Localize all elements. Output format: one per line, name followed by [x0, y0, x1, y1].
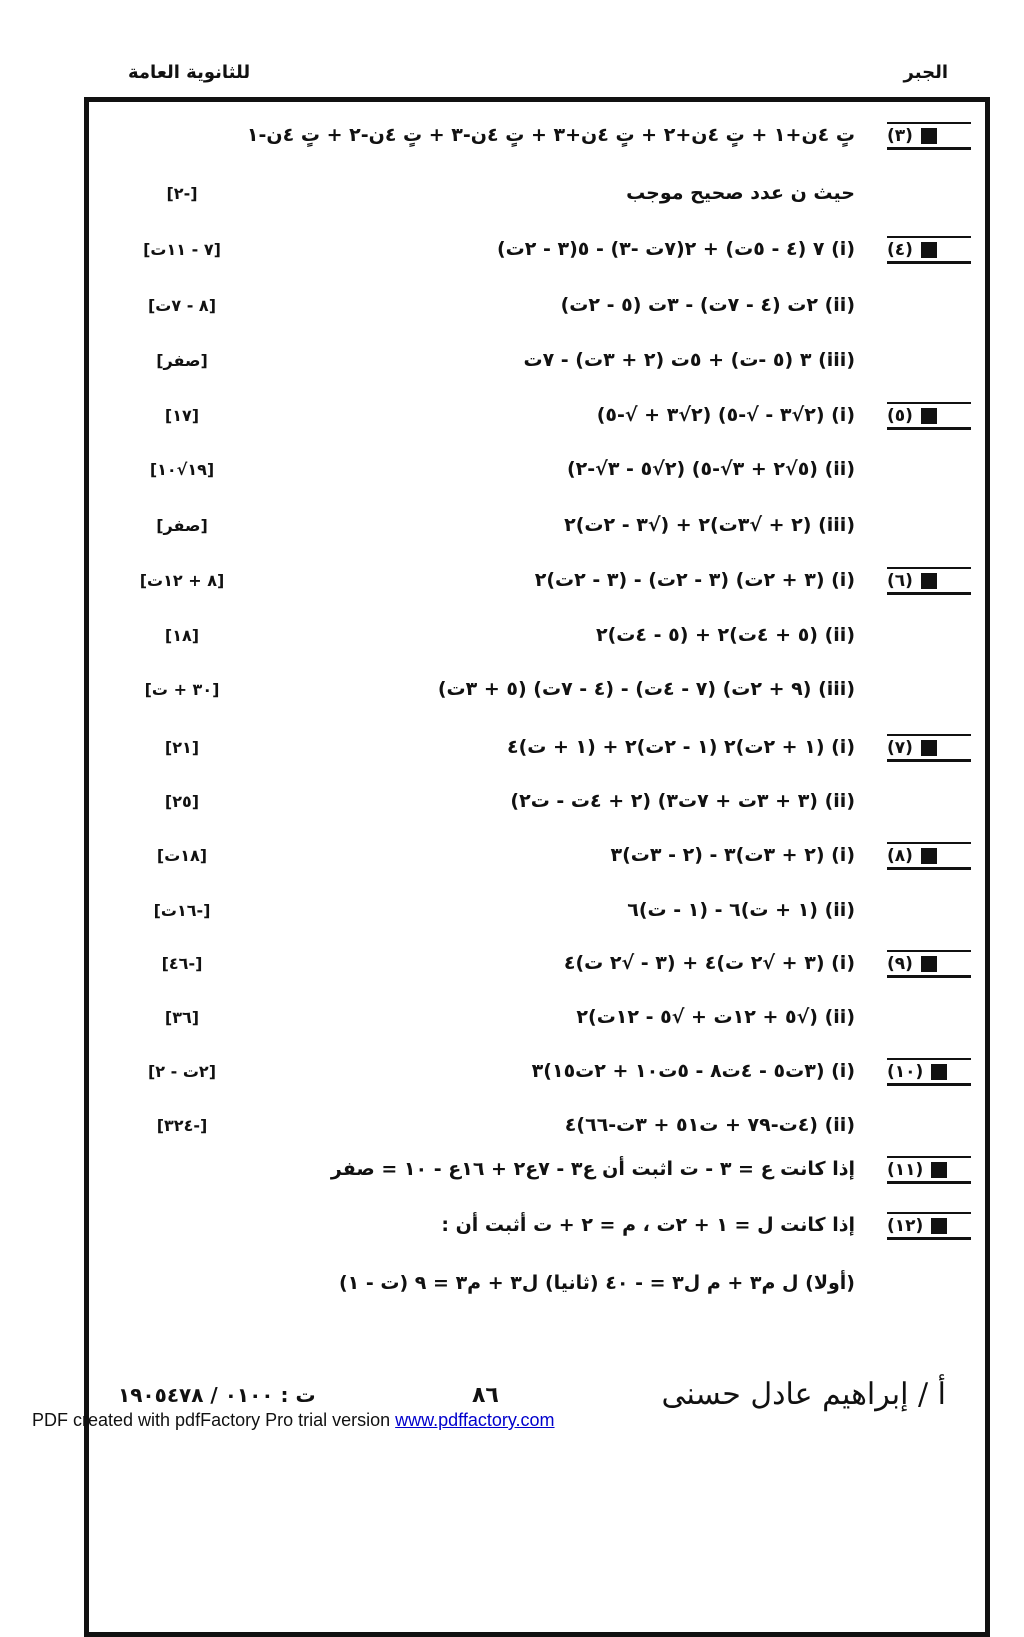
problem-row — [89, 730, 985, 770]
problem-row — [89, 946, 985, 986]
problem-expression: (i) (٣ت٥ - ٤ت٨ - ٥ت١٠ + ٢ت١٥)٣ — [531, 1060, 855, 1082]
square-bullet-icon — [921, 408, 937, 424]
problem-answer: [ -٢ ] — [117, 184, 247, 203]
square-bullet-icon — [931, 1064, 947, 1080]
problem-expression: (i) ٧ (٤ - ٥ت) + ٢(٧ت -٣) - ٥(٣ - ٢ت) — [496, 238, 855, 260]
square-bullet-icon — [921, 848, 937, 864]
problem-expression: (ii) ٢ت (٤ - ٧ت) - ٣ت (٥ - ٢ت) — [560, 294, 855, 316]
problem-number — [887, 236, 971, 264]
problem-expression: (i) (٣ + √٢ ت)٤ + (٣ - √٢ ت)٤ — [563, 952, 855, 974]
problem-label: (٣) — [887, 125, 913, 146]
problem-row — [89, 784, 985, 824]
problem-row — [89, 508, 985, 548]
problem-expression: (ii) (٥ + ٤ت)٢ + (٥ - ٤ت)٢ — [595, 624, 855, 646]
author-signature: أ / إبراهيم عادل حسنى — [661, 1377, 946, 1412]
pdf-note-link[interactable]: www.pdffactory.com — [395, 1410, 555, 1430]
problem-row — [89, 893, 985, 933]
square-bullet-icon — [921, 128, 937, 144]
problem-row — [89, 452, 985, 492]
problem-label: (٦) — [887, 570, 913, 591]
problem-row — [89, 1000, 985, 1040]
problem-row — [89, 232, 985, 272]
problem-row — [89, 398, 985, 438]
square-bullet-icon — [931, 1162, 947, 1178]
problem-label: (١٠) — [887, 1061, 924, 1082]
problem-number — [887, 402, 971, 430]
problem-answer: [ ١٨ت ] — [117, 846, 247, 865]
page-number: ٨٦ — [472, 1383, 499, 1408]
problem-expression: (ii) (√٥ + ١٢ت + √٥ - ١٢ت)٢ — [576, 1006, 855, 1028]
problem-answer: [ ١٩√١٠ ] — [117, 460, 247, 479]
problem-number — [887, 567, 971, 595]
problem-expression: (i) (٢√٣ - √-٥) (٢√٣ + √-٥) — [596, 404, 855, 426]
problem-answer: [ ٢ت - ٢ ] — [117, 1062, 247, 1081]
problem-row — [89, 288, 985, 328]
problem-expression: حيث ن عدد صحيح موجب — [626, 182, 855, 204]
problem-number — [887, 1058, 971, 1086]
pdf-note — [32, 1410, 555, 1431]
square-bullet-icon — [921, 242, 937, 258]
problem-expression: (iii) (٩ + ٢ت) (٧ - ٤ت) - (٤ - ٧ت) (٥ + ٣ت) — [437, 678, 855, 700]
header-subject: الجبر — [903, 62, 948, 83]
problem-expression: (ii) (٤ت-٧٩ + ت٥١ + ٣ت-٦٦)٤ — [564, 1114, 855, 1136]
problem-answer: [ -٤٦ ] — [117, 954, 247, 973]
problem-expression: (iii) (٢ + √٣ت)٢ + (√٣ - ٢ت)٢ — [564, 514, 855, 536]
problem-statement: (أولا) ل م٣ + م ل٣ = - ٤٠ (ثانيا) ل٣ + م٣ = ٩ (ت - ١) — [338, 1272, 855, 1294]
problem-answer: [ صفر ] — [117, 516, 247, 535]
problem-number — [887, 1212, 971, 1240]
problem-answer: [ -٣٢٤ ] — [117, 1116, 247, 1135]
problem-row — [89, 118, 985, 158]
problem-expression: (i) (٣ + ٢ت) (٣ - ٢ت) - (٣ - ٢ت)٢ — [534, 569, 855, 591]
problem-label: (١١) — [887, 1159, 924, 1180]
problem-row — [89, 343, 985, 383]
problem-answer: [ ٢٥ ] — [117, 792, 247, 811]
problem-expression: (ii) (٣ + ٣ت + ٧ت٣) (٢ + ٤ت - ت٢) — [510, 790, 855, 812]
problem-row — [89, 563, 985, 603]
problem-row — [89, 176, 985, 216]
problem-label: (٩) — [887, 953, 913, 974]
problem-row — [89, 1108, 985, 1148]
problem-expression: (i) (٢ + ٣ت)٣ - (٢ - ٣ت)٣ — [610, 844, 855, 866]
problem-number — [887, 842, 971, 870]
problem-answer: [ ٢١ ] — [117, 738, 247, 757]
problem-number — [887, 1156, 971, 1184]
problem-expression: تٍ ٤ن+١ + تٍ ٤ن+٢ + تٍ ٤ن+٣ + تٍ ٤ن-٣ + تٍ ٤ن-٢ + تٍ ٤ن-١ — [246, 124, 855, 146]
problem-expression: (iii) ٣ (٥ -ت) + ٥ت (٢ + ٣ت) - ٧ت — [523, 349, 855, 371]
problem-label: (٨) — [887, 845, 913, 866]
problem-row — [89, 1266, 985, 1306]
square-bullet-icon — [921, 956, 937, 972]
problem-number — [887, 734, 971, 762]
problem-answer: [ ٣٦ ] — [117, 1008, 247, 1027]
square-bullet-icon — [921, 573, 937, 589]
problem-answer: [ صفر ] — [117, 351, 247, 370]
problem-expression: (ii) (٥√٢ + ٣√-٥) (٢√٥ - ٣√-٢) — [566, 458, 855, 480]
problem-answer: [ ٧ - ١١ت ] — [117, 240, 247, 259]
problem-number — [887, 950, 971, 978]
problem-statement: إذا كانت ل = ١ + ٢ت ، م = ٢ + ت أثبت أن : — [441, 1214, 855, 1236]
problem-label: (٥) — [887, 405, 913, 426]
problem-row — [89, 1054, 985, 1094]
problem-answer: [ ٨ - ٧ت ] — [117, 296, 247, 315]
problem-row — [89, 618, 985, 658]
square-bullet-icon — [931, 1218, 947, 1234]
phone-number: ت : ٠١٠٠ / ١٩٠٥٤٧٨ — [118, 1383, 316, 1407]
problem-label: (١٢) — [887, 1215, 924, 1236]
problem-answer: [ ١٧ ] — [117, 406, 247, 425]
problem-expression: (ii) (١ + ت)٦ - (١ - ت)٦ — [627, 899, 855, 921]
problem-row — [89, 838, 985, 878]
header-level: للثانوية العامة — [128, 62, 251, 83]
problem-statement: إذا كانت ع = ٣ - ت اثبت أن ع٣ - ٧ع٢ + ١٦ع - ١٠ = صفر — [330, 1158, 855, 1180]
square-bullet-icon — [921, 740, 937, 756]
pdf-note-text: PDF created with pdfFactory Pro trial version — [32, 1410, 396, 1430]
problem-answer: [ ٨ + ١٢ت ] — [117, 571, 247, 590]
problem-expression: (i) (١ + ٢ت)٢ (١ - ٢ت)٢ + (١ + ت)٤ — [507, 736, 855, 758]
problem-row — [89, 1152, 985, 1192]
problem-answer: [ -١٦ت ] — [117, 901, 247, 920]
problem-answer: [ ٣٠ + ت ] — [117, 680, 247, 699]
problem-number — [887, 122, 971, 150]
problem-answer: [ ١٨ ] — [117, 626, 247, 645]
problem-row — [89, 672, 985, 712]
problem-row — [89, 1208, 985, 1248]
problem-label: (٧) — [887, 737, 913, 758]
problem-label: (٤) — [887, 239, 913, 260]
